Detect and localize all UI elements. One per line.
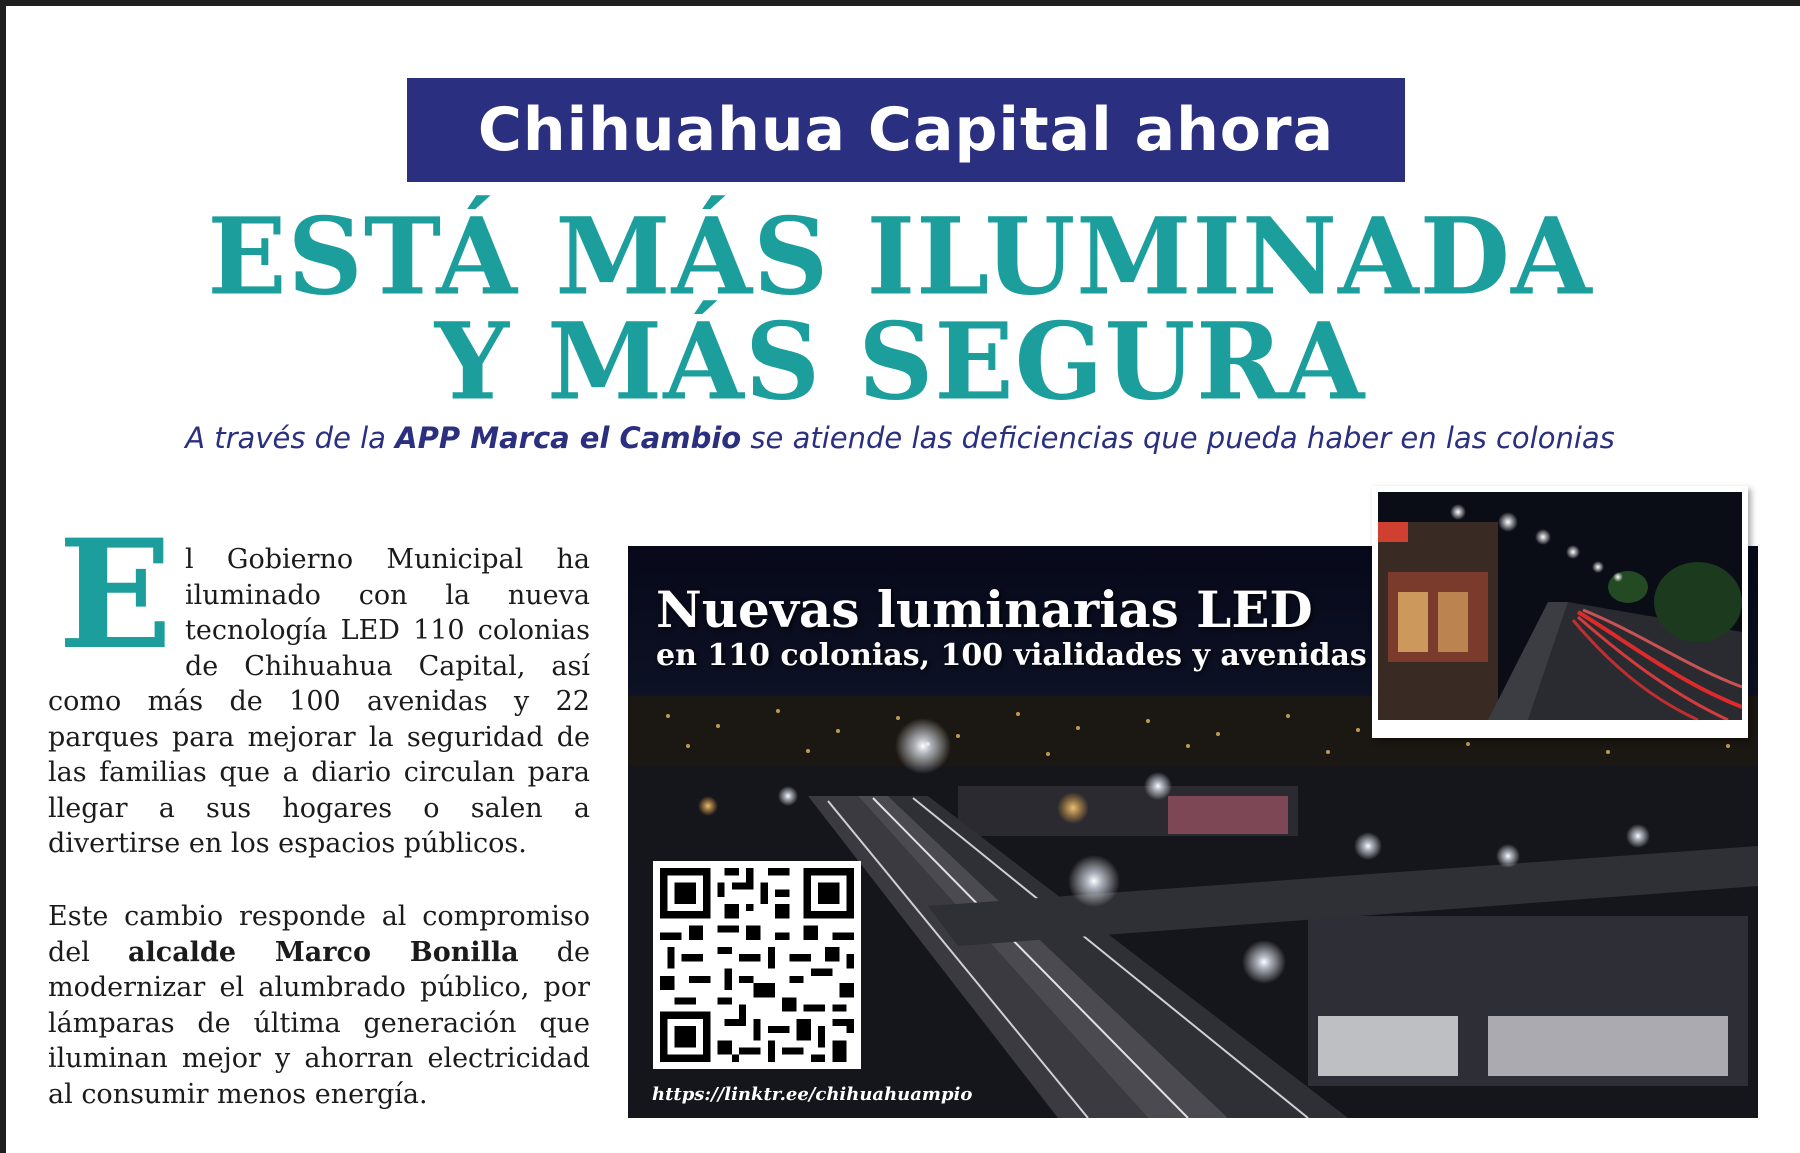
text-line	[48, 935, 590, 971]
text-line: al consumir menos energía.	[48, 1078, 428, 1110]
qr-code[interactable]	[653, 861, 861, 1069]
text-line: Este cambio responde al compromiso	[48, 901, 590, 932]
text-line: modernizar el alumbrado público, por	[48, 972, 590, 1003]
subtitle	[0, 421, 1800, 455]
headline-line-2: Y MÁS SEGURA	[434, 298, 1366, 425]
text-line: divertirse en los espacios públicos.	[48, 828, 527, 859]
linktree-url[interactable]: https://linktr.ee/chihuahuampio	[652, 1084, 973, 1105]
subtitle-post: se atiende las deficiencias que pueda haber en las colonias	[741, 421, 1615, 455]
text-line: de Chihuahua Capital, así	[185, 650, 590, 682]
inset-photo	[1372, 486, 1748, 738]
text-line: l Gobierno Municipal ha	[185, 544, 590, 575]
photo-title: Nuevas luminarias LED	[656, 580, 1313, 639]
text-line: iluminado con la nueva	[185, 579, 590, 611]
top-border-rule	[0, 0, 1800, 6]
text-line: lámparas de última generación que	[48, 1007, 590, 1039]
text-line: las familias que a diario circulan para	[48, 757, 590, 788]
text-line: tecnología LED 110 colonias	[185, 615, 590, 646]
left-border-rule	[0, 0, 6, 1153]
subtitle-app-name: APP Marca el Cambio	[395, 421, 742, 455]
qr-code-icon	[653, 861, 861, 1069]
paragraph-1-indented	[185, 542, 590, 684]
text-fragment: del	[48, 936, 128, 968]
photo-subtitle: en 110 colonias, 100 vialidades y avenidas	[656, 638, 1367, 673]
inset-street-illustration	[1378, 492, 1742, 720]
text-fragment: de	[518, 936, 590, 968]
subtitle-pre: A través de la	[185, 421, 396, 455]
text-line: como más de 100 avenidas y 22	[48, 686, 590, 717]
mayor-name: alcalde Marco Bonilla	[128, 936, 519, 968]
text-line: parques para mejorar la seguridad de	[48, 721, 590, 753]
kicker-banner	[407, 78, 1405, 182]
text-line: iluminan mejor y ahorran electricidad	[48, 1043, 590, 1074]
paragraph-1-continued	[48, 684, 590, 862]
drop-cap: E	[58, 507, 173, 683]
paragraph-2	[48, 899, 590, 1112]
kicker-text: Chihuahua Capital ahora	[477, 95, 1335, 165]
headline-line-1: ESTÁ MÁS ILUMINADA	[207, 193, 1593, 320]
text-line: llegar a sus hogares o salen a	[48, 792, 590, 824]
